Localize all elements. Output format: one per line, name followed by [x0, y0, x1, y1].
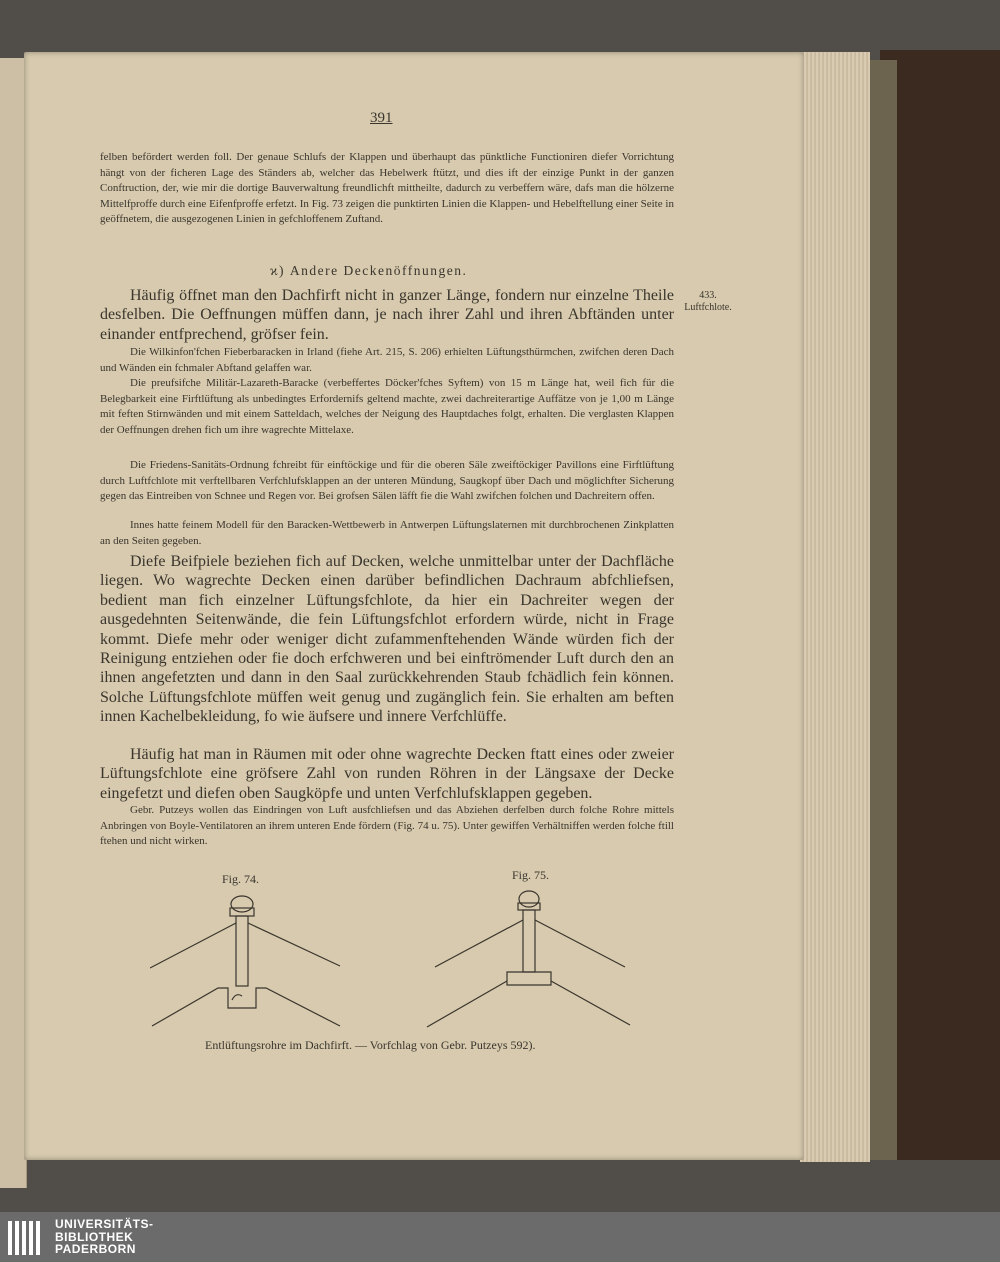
library-footer — [0, 1212, 1000, 1262]
small-paragraph-4: Innes hatte feinem Modell für den Baracken-Wettbewerb in Antwerpen Lüftungslaternen mit durchbrochenen Zinkplatten an den Seiten gegeben. — [100, 519, 674, 547]
page-number: 391 — [370, 110, 393, 126]
margin-note-number: 433. — [699, 290, 717, 301]
fig-75-drawing — [425, 885, 635, 1035]
fig-75-label: Fig. 75. — [512, 868, 550, 882]
paragraph-1: Häufig öffnet man den Dachfirft nicht in ganzer Länge, fondern nur einzelne Theile desfelben. Die Oeffnungen müffen dann, je nach ihrer Zahl und ihren Abftänden unter einander entfprechend, gröfser fein. — [100, 287, 674, 343]
book-cover-right — [880, 50, 1000, 1160]
section-heading: ϰ) Andere Deckenöffnungen. — [270, 263, 468, 278]
fig-74-label: Fig. 74. — [222, 872, 260, 886]
paragraph-3: Häufig hat man in Räumen mit oder ohne wagrechte Decken ftatt eines oder zweier Lüftungsfchlote eine gröfsere Zahl von runden Röhren in der Längsaxe der Decke eingefetzt und diefen oben Saugköpfe und unten Verfchlufsklappen gegeben. — [100, 746, 674, 802]
small-paragraph-1: Die Wilkinfon'fchen Fieberbaracken in Irland (fiehe Art. 215, S. 206) erhielten Lüftungsthürmchen, zwifchen deren Dach und Wänden ein fchmaler Abftand gelaffen war. — [100, 346, 674, 374]
small-paragraph-2: Die preufsifche Militär-Lazareth-Baracke (verbeffertes Döcker'fches Syftem) von 15 m Länge hat, weil fich für die Belegbarkeit eine Firftlüftung als unbedingtes Erfordernifs geltend machte, zwei dachreiterartige Auffätze von je 1,00 m Länge mit feften Stirnwänden und mit einem Satteldach, welches der Neigung des Hauptdaches folgt, erhalten. Die verglasten Klappen der Oeffnungen drehen fich um ihre wagrechte Mittelaxe. — [100, 377, 674, 436]
fig-74-drawing — [150, 888, 350, 1033]
library-name — [55, 1218, 154, 1256]
intro-paragraph: felben befördert werden foll. Der genaue Schlufs der Klappen und überhaupt das pünktliche Functioniren diefer Vorrichtung hängt von der ficheren Lage des Ständers ab, welcher das Hebelwerk ftützt, und dies ift der einzige Punkt in der ganzen Conftruction, der, wie mir die dortige Bauverwaltung freundlichft mittheilte, dadurch zu verbeffern wäre, dafs man die hölzerne Mittelfproffe durch eine Eifenfproffe erfetzt. In Fig. 73 zeigen die punktirten Linien die Klappen- und Hebelftellung einer Seite in geöffnetem, die ausgezogenen Linien in gefchloffenem Zuftand. — [100, 151, 674, 225]
library-logo-icon — [8, 1221, 46, 1255]
page-edges — [800, 52, 870, 1162]
margin-note-title: Luftfchlote. — [684, 302, 732, 313]
small-paragraph-3: Die Friedens-Sanitäts-Ordnung fchreibt für einftöckige und für die oberen Säle zweiftöckiger Pavillons eine Firftlüftung durch Luftfchlote mit verftellbaren Verfchlufsklappen an der unteren Mündung, Saugkopf über Dach und möglichfter Sicherung gegen das Eintreiben von Schnee und Regen vor. Bei grofsen Sälen läfft fie die Wahl zwifchen folchen und Dachreitern offen. — [100, 459, 674, 502]
left-page-edge — [0, 58, 27, 1188]
library-name-line-1: UNIVERSITÄTS- — [55, 1217, 154, 1231]
margin-note — [678, 290, 738, 314]
library-name-line-2: BIBLIOTHEK — [55, 1229, 134, 1244]
figure-caption: Entlüftungsrohre im Dachfirft. — Vorfchlag von Gebr. Putzeys 592). — [205, 1038, 536, 1052]
paragraph-2: Diefe Beifpiele beziehen fich auf Decken, welche unmittelbar unter der Dachfläche liegen. Wo wagrechte Decken einen darüber befindlichen Dachraum abfchliefsen, bedient man fich einzelner Lüftungsfchlote, da hier ein Dachreiter wegen der ausgedehnten Seitenwände, die fein Lüftungsfchlot erfordern würde, nicht in Frage kommt. Diefe mehr oder weniger dicht zufammenftehenden Wände würden fich der Reinigung entziehen oder fie doch erfchweren und bei einftrömender Luft durch den an ihnen angefetzten und dann in den Saal zurückkehrenden Staub fchädlich fein können. Solche Lüftungsfchlote müffen weit genug und zugänglich fein. Sie erhalten am beften innen Kachelbekleidung, fo wie äufsere und innere Verfchlüffe. — [100, 553, 674, 726]
book-cover-board — [868, 60, 897, 1160]
library-name-line-3: PADERBORN — [55, 1242, 136, 1256]
small-paragraph-5: Gebr. Putzeys wollen das Eindringen von Luft ausfchliefsen und das Abziehen derfelben durch folche Rohre mittels Anbringen von Boyle-Ventilatoren an ihrem unteren Ende fördern (Fig. 74 u. 75). Unter gewiffen Verhältniffen werden folche ftill ftehen und nicht wirken. — [100, 804, 674, 847]
